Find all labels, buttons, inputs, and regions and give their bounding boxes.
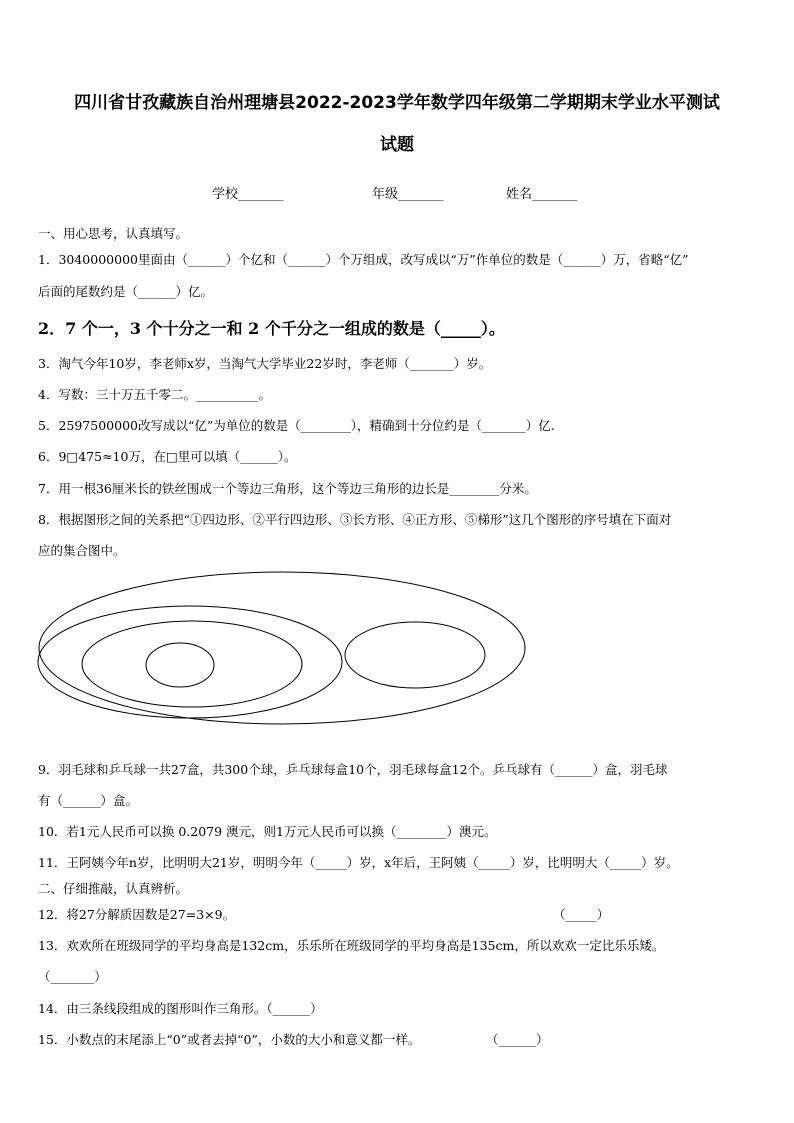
outer-set-ellipse bbox=[39, 572, 525, 724]
question-7: 7．用一根36厘米长的铁丝围成一个等边三角形，这个等边三角形的边长是________分米。 bbox=[38, 481, 537, 496]
question-11: 11．王阿姨今年n岁，比明明大21岁，明明今年（_____）岁，x年后，王阿姨（_____）岁，比明明大（_____）岁。 bbox=[38, 855, 679, 870]
question-10: 10．若1元人民币可以换 0.2079 澳元，则1万元人民币可以换（________）澳元。 bbox=[38, 824, 497, 839]
third-set-ellipse bbox=[82, 621, 302, 707]
school-field: 学校_______ bbox=[212, 187, 284, 202]
grade-field: 年级_______ bbox=[372, 187, 444, 202]
inner-set-ellipse bbox=[146, 643, 214, 687]
question-15-answer-blank: （______） bbox=[486, 1032, 549, 1047]
question-1-continued: 后面的尾数约是（______）亿。 bbox=[38, 284, 214, 299]
question-14: 14．由三条线段组成的图形叫作三角形。（______） bbox=[38, 1001, 323, 1016]
document-title: 四川省甘孜藏族自治州理塘县2022-2023学年数学四年级第二学期期末学业水平测试 bbox=[74, 93, 720, 113]
question-9-continued: 有（______）盒。 bbox=[38, 793, 139, 808]
question-5: 5．2597500000改写成以“亿”为单位的数是（________），精确到十分位约是（_______）亿. bbox=[38, 418, 555, 433]
question-2: 2．7 个一，3 个十分之一和 2 个千分之一组成的数是（_____）。 bbox=[38, 319, 505, 338]
question-9: 9．羽毛球和乒乓球一共27盒，共300个球，乒乓球每盒10个，羽毛球每盒12个。乒乓球有（______）盒，羽毛球 bbox=[38, 762, 668, 777]
question-6: 6．9□475≈10万，在□里可以填（______）。 bbox=[38, 449, 297, 464]
question-1: 1．3040000000里面由（______）个亿和（______）个万组成，改写成以“万”作单位的数是（______）万，省略“亿” bbox=[38, 252, 689, 267]
right-set-ellipse bbox=[345, 622, 485, 688]
document-title-continued: 试题 bbox=[380, 135, 414, 155]
question-3: 3．淘气今年10岁，李老师x岁，当淘气大学毕业22岁时，李老师（_______）岁。 bbox=[38, 356, 492, 371]
question-12: 12．将27分解质因数是27=3×9。 bbox=[38, 907, 236, 922]
question-8: 8．根据图形之间的关系把“①四边形、②平行四边形、③长方形、④正方形、⑤梯形”这几个图形的序号填在下面对 bbox=[38, 512, 672, 527]
question-13-answer-blank: （_______） bbox=[38, 969, 107, 984]
section-heading-1: 一、用心思考，认真填写。 bbox=[38, 226, 189, 241]
question-4: 4．写数：三十万五千零二。__________。 bbox=[38, 387, 271, 402]
question-12-answer-blank: （_____） bbox=[553, 907, 610, 922]
question-8-continued: 应的集合图中。 bbox=[38, 543, 126, 558]
section-heading-2: 二、仔细推敲，认真辨析。 bbox=[38, 881, 189, 896]
name-field: 姓名_______ bbox=[506, 187, 578, 202]
question-15: 15．小数点的末尾添上“0”或者去掉“0”，小数的大小和意义都一样。 bbox=[38, 1032, 421, 1047]
question-13: 13．欢欢所在班级同学的平均身高是132cm，乐乐所在班级同学的平均身高是135cm，所以欢欢一定比乐乐矮。 bbox=[38, 938, 665, 953]
second-set-ellipse bbox=[38, 606, 342, 718]
